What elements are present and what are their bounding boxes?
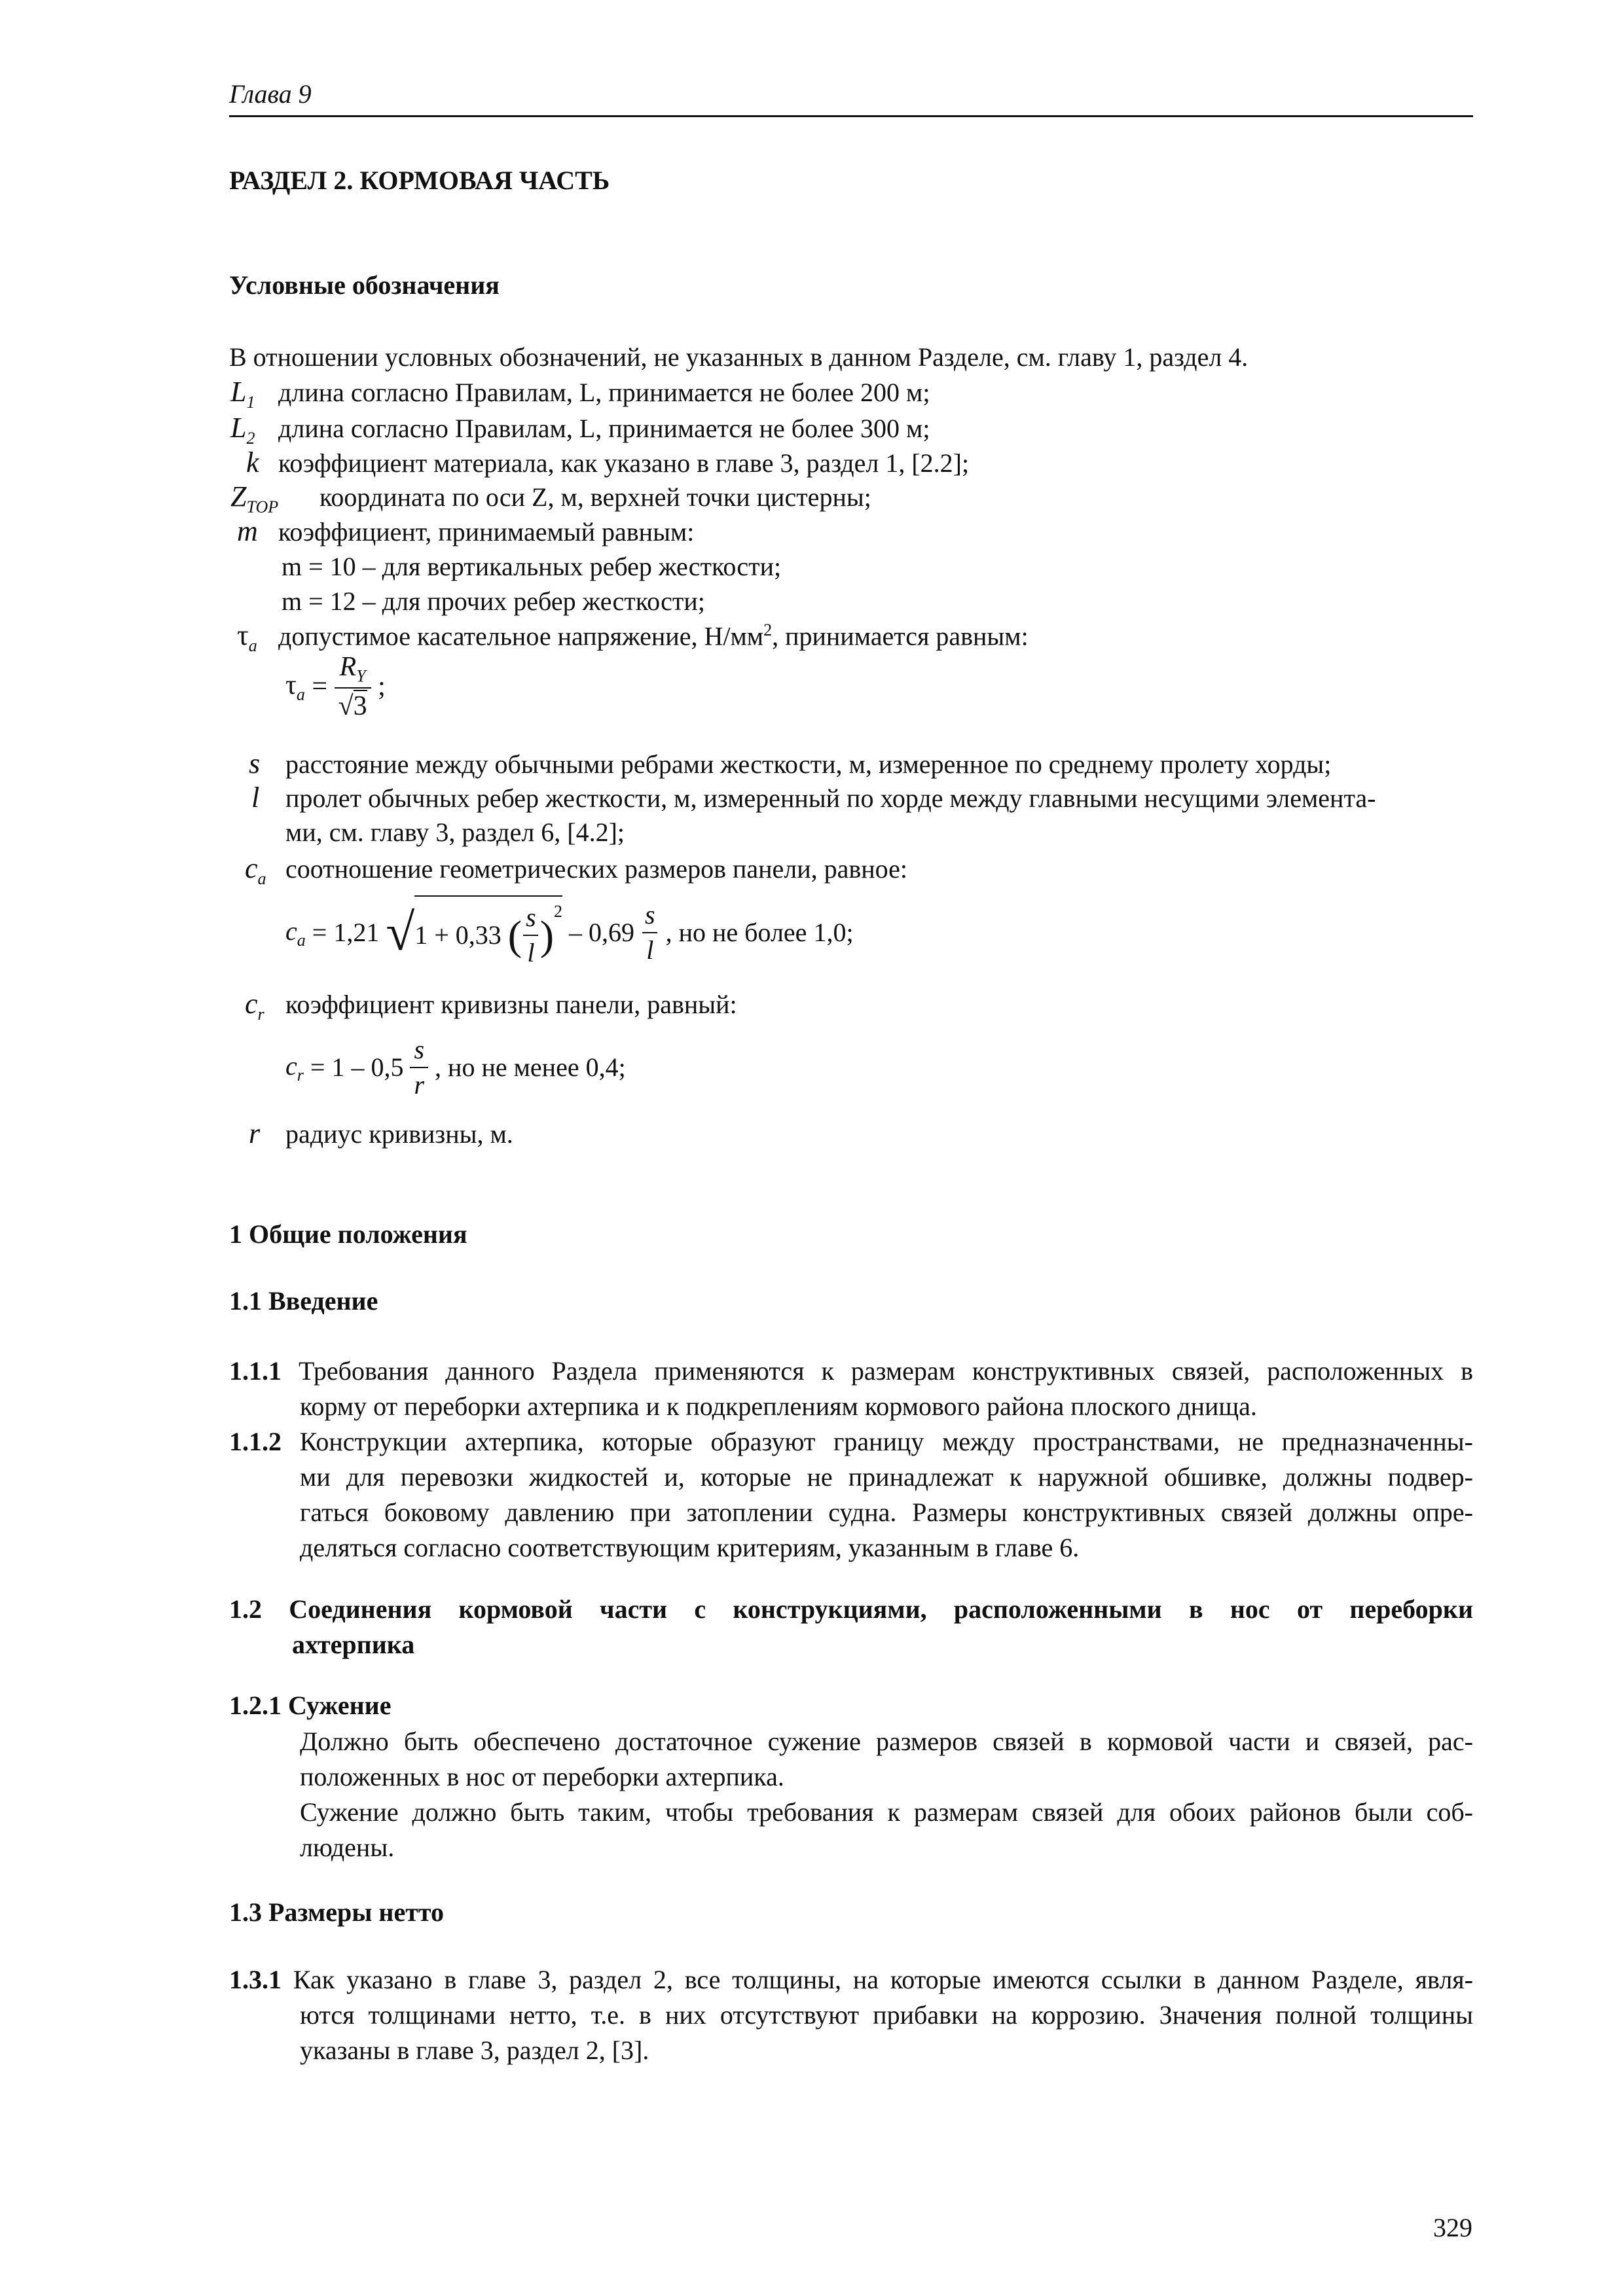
symbol-k: k xyxy=(246,446,259,478)
definition-l-line2: ми, см. главу 3, раздел 6, [4.2]; xyxy=(285,817,625,847)
paragraph-1-1-2-line3: гаться боковому давлению при затоплении судна. Размеры конструктивных связей должны опре- xyxy=(300,1498,1473,1527)
symbol-r: r xyxy=(249,1117,261,1149)
paragraph-1-2-1-line2: положенных в нос от переборки ахтерпика. xyxy=(300,1762,784,1791)
definition-s: расстояние между обычными ребрами жесткости, м, измеренное по среднему пролету хорды; xyxy=(285,749,1332,779)
notation-intro: В отношении условных обозначений, не указанных в данном Разделе, см. главу 1, раздел 4. xyxy=(229,342,1249,372)
paragraph-1-2-1-line4: людены. xyxy=(300,1833,395,1862)
section-1-heading: 1 Общие положения xyxy=(229,1219,467,1249)
section-1-1-heading: 1.1 Введение xyxy=(229,1286,378,1316)
symbol-l: l xyxy=(251,781,260,814)
definition-l2: длина согласно Правилам, L, принимается не более 300 м; xyxy=(278,414,930,443)
section-title: РАЗДЕЛ 2. КОРМОВАЯ ЧАСТЬ xyxy=(229,166,610,195)
definition-l1: длина согласно Правилам, L, принимается не более 200 м; xyxy=(278,378,930,407)
formula-ca: $c_a = 1,21$ √1 + 0,33 ( $\frac{s}{l}$ )$^2$ – 0,69 $\frac{s}{l}$ , но не более 1,0; xyxy=(285,895,854,970)
running-header: Глава 9 xyxy=(229,79,312,109)
m-value-other: m = 12 – для прочих ребер жесткости; xyxy=(282,586,705,616)
definition-r: радиус кривизны, м. xyxy=(285,1119,513,1149)
definition-l-line1: пролет обычных ребер жесткости, м, измеренный по хорде между главными несущими элемента- xyxy=(285,783,1376,813)
paragraph-1-1-2: 1.1.2 Конструкции ахтерпика, которые образуют границу между пространствами, не предназначенны- xyxy=(229,1427,1474,1456)
paragraph-1-1-1: 1.1.1 Требования данного Раздела применяются к размерам конструктивных связей, расположенных в xyxy=(229,1356,1473,1386)
definition-k: коэффициент материала, как указано в главе 3, раздел 1, [2.2]; xyxy=(278,448,970,478)
header-rule xyxy=(229,115,1473,117)
formula-tau: $\tau_a$ = $\frac{R_Y}{√3}$ ; xyxy=(285,649,386,725)
definition-cr: коэффициент кривизны панели, равный: xyxy=(285,990,737,1019)
paragraph-1-1-2-line2: ми для перевозки жидкостей и, которые не принадлежат к наружной обшивке, должны подвер- xyxy=(300,1462,1473,1492)
paragraph-1-1-1-cont: корму от переборки ахтерпика и к подкреплениям кормового района плоского днища. xyxy=(300,1391,1257,1421)
paragraph-1-3-1-line2: ются толщинами нетто, т.е. в них отсутствуют прибавки на коррозию. Значения полной толщины xyxy=(300,2000,1473,2030)
symbol-s: s xyxy=(249,747,261,780)
paragraph-1-3-1-line3: указаны в главе 3, раздел 2, [3]. xyxy=(300,2036,649,2065)
definition-m: коэффициент, принимаемый равным: xyxy=(278,517,695,547)
section-1-2-heading: 1.2 Соединения кормовой части с конструкциями, расположенными в нос от переборки xyxy=(229,1594,1473,1624)
page-number: 329 xyxy=(1433,2213,1472,2242)
paragraph-1-2-1-line3: Сужение должно быть таким, чтобы требования к размерам связей для обоих районов были соб- xyxy=(300,1797,1473,1827)
notation-heading: Условные обозначения xyxy=(229,270,500,300)
section-1-3-heading: 1.3 Размеры нетто xyxy=(229,1897,444,1927)
paragraph-1-1-2-line4: деляться согласно соответствующим критериям, указанным в главе 6. xyxy=(300,1533,1080,1562)
section-1-2-1-heading: 1.2.1 Сужение xyxy=(229,1691,392,1720)
symbol-l1: $L_1$ xyxy=(230,376,255,412)
definition-ztop: координата по оси Z, м, верхней точки цистерны; xyxy=(319,482,871,512)
symbol-m: m xyxy=(237,515,258,547)
m-value-vertical: m = 10 – для вертикальных ребер жесткости; xyxy=(282,552,782,581)
symbol-ztop: $Z_{TOP}$ xyxy=(230,480,279,516)
formula-tau-fraction: $\frac{R_Y}{√3}$ xyxy=(335,649,371,725)
symbol-cr: $c_r$ xyxy=(245,988,264,1024)
definition-ca: соотношение геометрических размеров панели, равное: xyxy=(285,854,908,884)
formula-cr: $c_r = 1 - 0,5$ $\frac{s}{r}$ , но не менее 0,4; xyxy=(285,1033,626,1102)
paragraph-1-3-1: 1.3.1 Как указано в главе 3, раздел 2, все толщины, на которые имеются ссылки в данном Разделе, явля- xyxy=(229,1965,1474,1994)
symbol-l2: $L_2$ xyxy=(230,412,255,448)
definition-tau: допустимое касательное напряжение, $Н/мм^2$, принимается равным: xyxy=(278,620,1029,651)
symbol-ca: $c_a$ xyxy=(245,852,266,888)
paragraph-1-2-1-line1: Должно быть обеспечено достаточное сужение размеров связей в кормовой части и связей, рас- xyxy=(300,1727,1473,1756)
symbol-tau: $\tau_a$ xyxy=(237,619,257,655)
section-1-2-heading-cont: ахтерпика xyxy=(292,1630,415,1659)
